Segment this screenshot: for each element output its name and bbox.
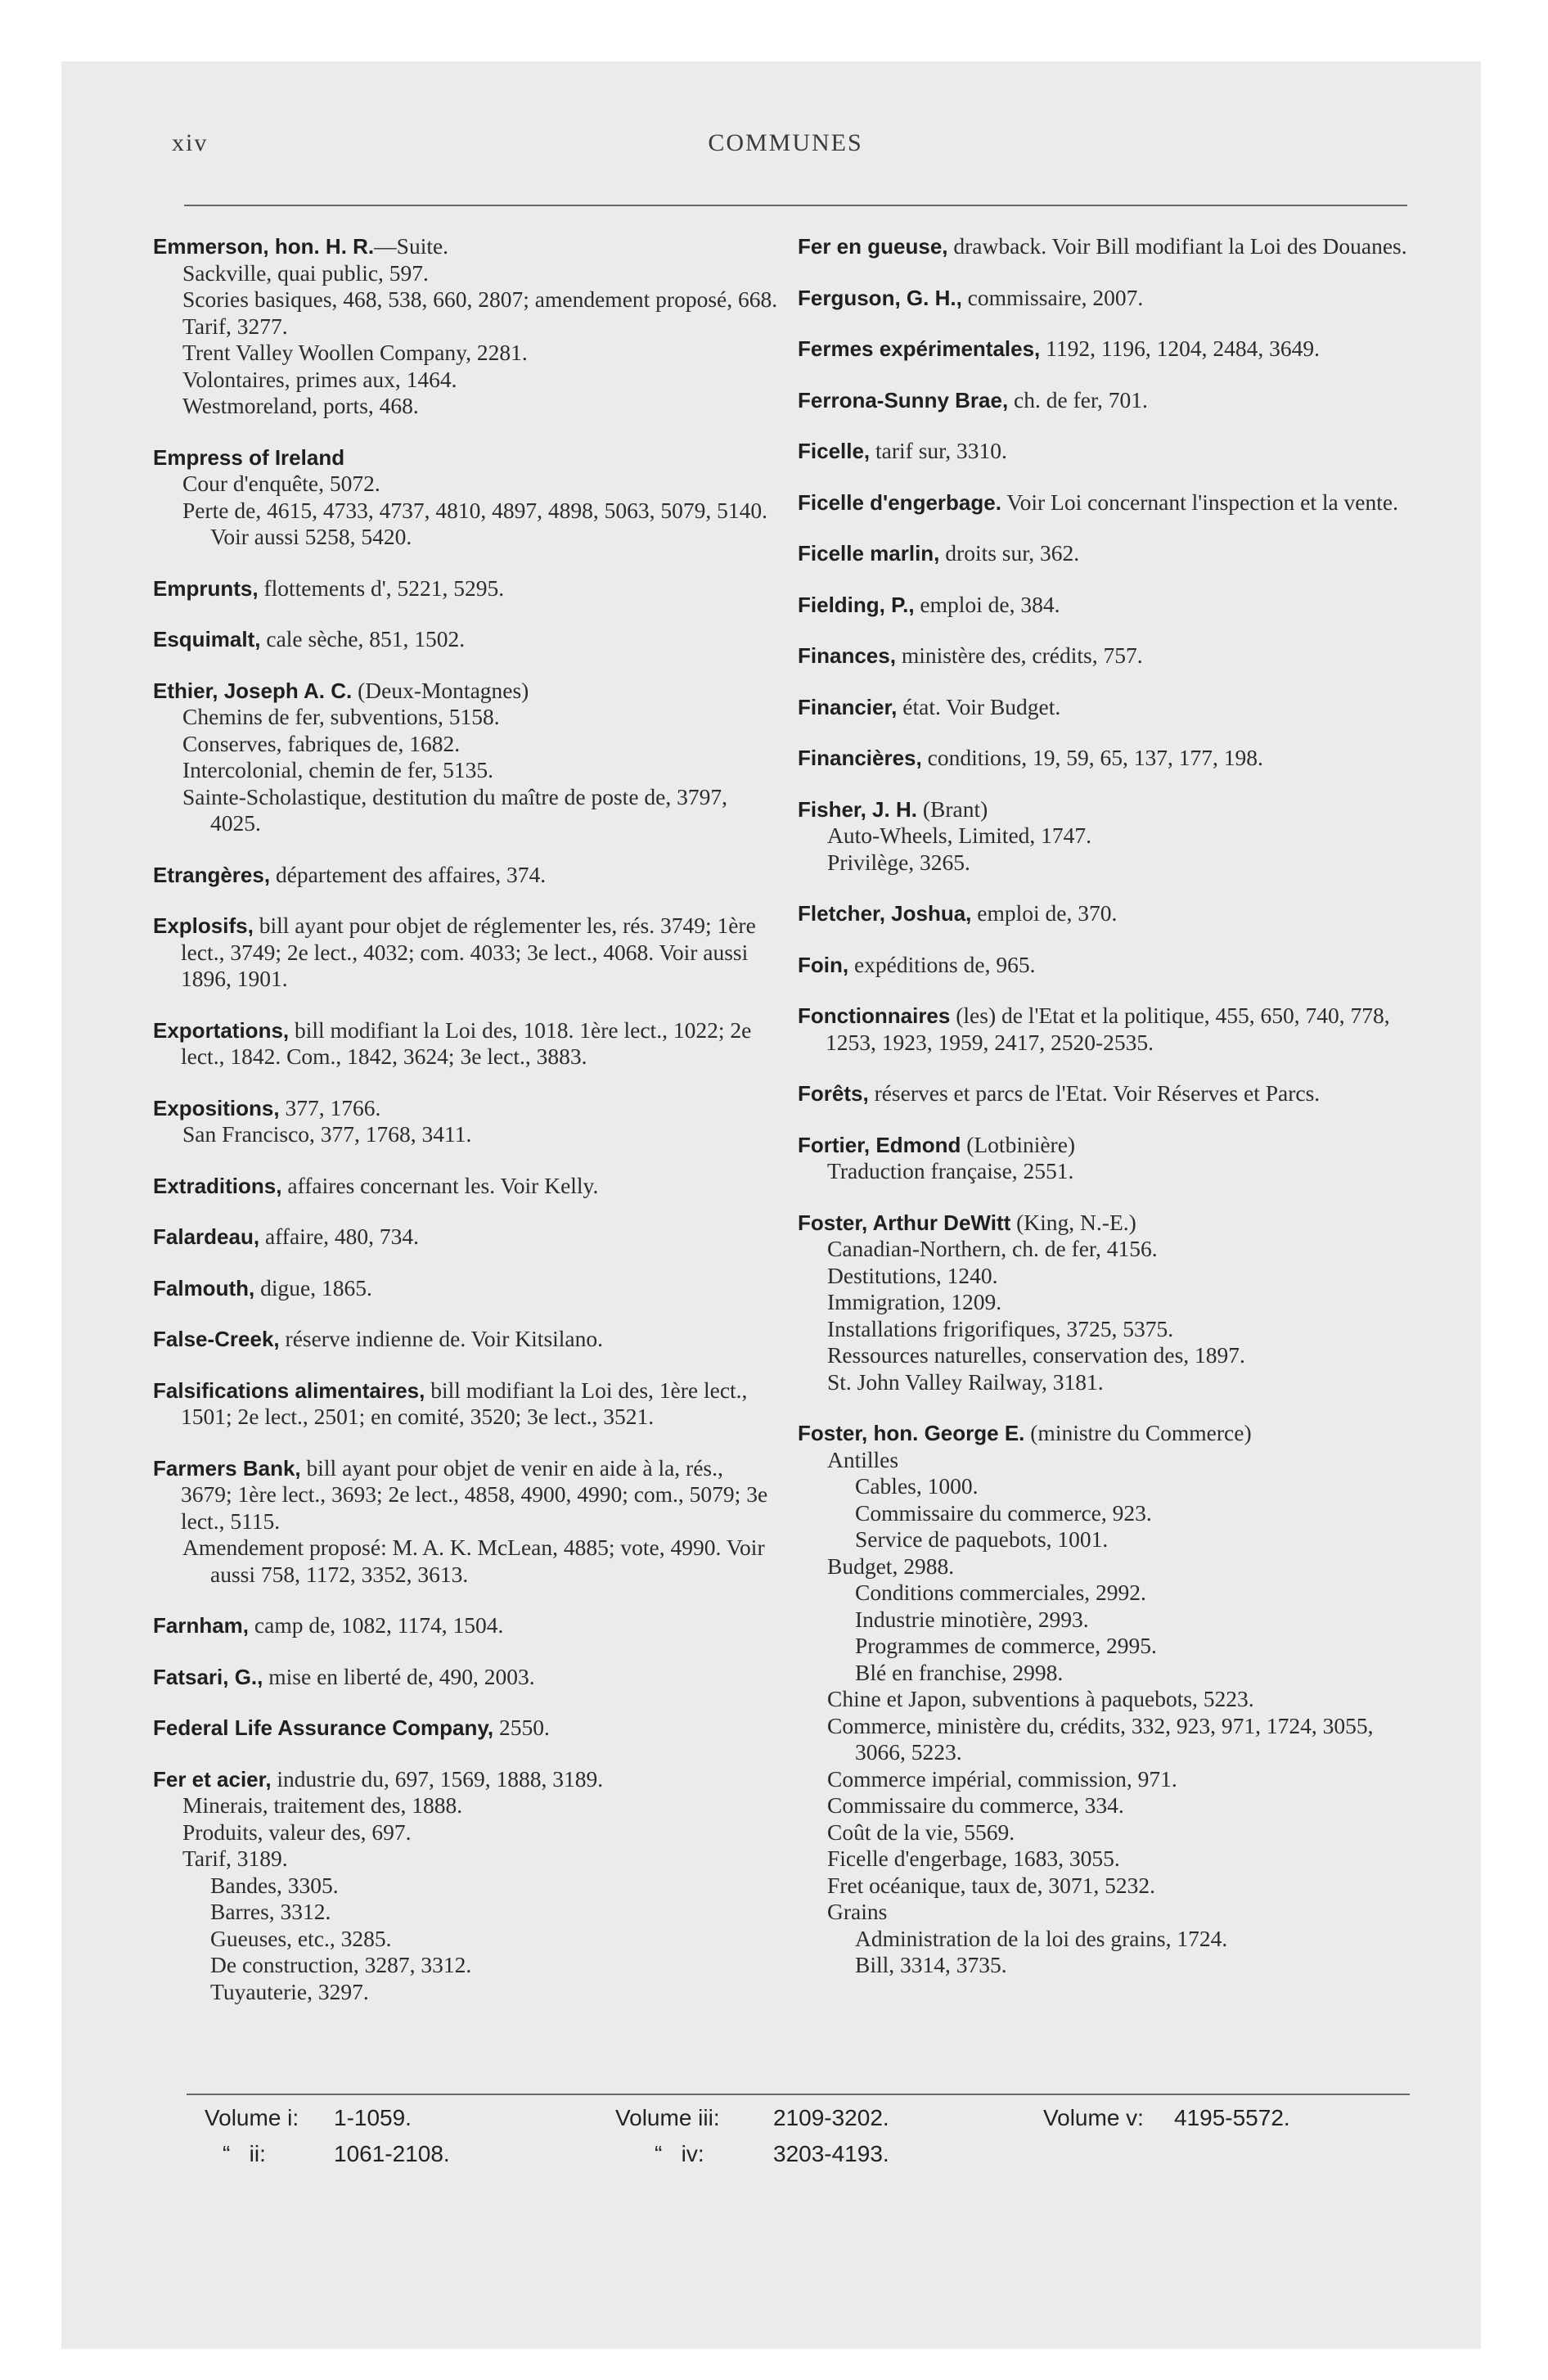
sub-entry: Bandes, 3305. <box>210 1872 339 1898</box>
index-entry-line <box>798 489 1424 516</box>
entry-text: tarif sur, 3310. <box>870 438 1007 463</box>
entry-heading: Ethier, Joseph A. C. <box>153 678 353 703</box>
sub-entry: Commerce impérial, commission, 971. <box>827 1765 1177 1792</box>
entry-heading: Ficelle d'engerbage. <box>798 489 1001 515</box>
entry-heading: Fer et acier, <box>153 1766 272 1792</box>
index-entry-line <box>798 285 1424 312</box>
entry-spacer <box>153 1588 779 1612</box>
index-entry <box>153 678 779 862</box>
entry-heading: Fletcher, Joshua, <box>798 901 972 926</box>
entry-text: cale sèche, 851, 1502. <box>260 626 466 651</box>
sub-entry: Coût de la vie, 5569. <box>827 1819 1015 1845</box>
volume-5-range: 4195-5572. <box>1174 2105 1290 2130</box>
sub-entry: Commissaire du commerce, 923. <box>855 1499 1152 1526</box>
volume-1-range: 1-1059. <box>334 2105 412 2130</box>
index-entry <box>798 438 1424 465</box>
index-entry <box>153 1224 779 1251</box>
index-entry <box>798 1003 1424 1056</box>
sub-entry: Chine et Japon, subventions à paquebots, 5223. <box>827 1686 1254 1711</box>
entry-heading: Fisher, J. H. <box>798 796 917 822</box>
entry-text: réserves et parcs de l'Etat. Voir Réserves et Parcs. <box>868 1080 1321 1106</box>
entry-heading: Foin, <box>798 952 849 977</box>
entry-text: drawback. Voir Bill modifiant la Loi des Douanes. <box>947 233 1407 259</box>
index-entry-line <box>153 1612 779 1639</box>
volume-4-range: 3203-4193. <box>773 2141 889 2166</box>
entry-text: 377, 1766. <box>279 1094 381 1120</box>
index-entry-line <box>153 1455 779 1535</box>
sub-entry: Westmoreland, ports, 468. <box>182 393 419 418</box>
sub-entry: Barres, 3312. <box>210 1899 331 1924</box>
entry-text: emploi de, 370. <box>971 900 1118 926</box>
entry-heading: Ferguson, G. H., <box>798 285 962 310</box>
entry-spacer <box>153 2005 779 2030</box>
entry-text: ch. de fer, 701. <box>1008 386 1148 412</box>
entry-text: mise en liberté de, 490, 2003. <box>263 1663 535 1689</box>
sub-entry: Bill, 3314, 3735. <box>855 1952 1007 1977</box>
entry-heading: Fielding, P., <box>798 592 915 617</box>
index-entry <box>798 233 1424 260</box>
entry-spacer <box>153 1148 779 1173</box>
entry-text: Voir Loi concernant l'inspection et la vente. <box>1001 489 1398 515</box>
entry-text: bill modifiant la Loi des, 1018. 1ère lect., 1022; 2e lect., 1842. Com., 1842, 3624; 3e lect., 3883. <box>181 1016 752 1069</box>
sub-entry: Traduction française, 2551. <box>827 1158 1074 1183</box>
sub-entry: Gueuses, etc., 3285. <box>210 1925 392 1951</box>
index-entry <box>798 952 1424 979</box>
sub-entry: Scories basiques, 468, 538, 660, 2807; amendement proposé, 668. <box>182 286 778 312</box>
entry-heading: Farmers Bank, <box>153 1455 301 1481</box>
entry-text: état. Voir Budget. <box>897 693 1061 719</box>
index-entry <box>798 796 1424 901</box>
index-entry <box>798 540 1424 567</box>
index-entry <box>153 1326 779 1353</box>
sub-entry: Volontaires, primes aux, 1464. <box>182 366 457 392</box>
entry-text: affaire, 480, 734. <box>259 1224 420 1249</box>
entry-spacer <box>798 1185 1424 1210</box>
entry-heading: Esquimalt, <box>153 627 261 651</box>
entry-heading: Explosifs, <box>153 913 254 938</box>
page-number: xiv <box>172 129 209 156</box>
entry-heading: Federal Life Assurance Company, <box>153 1715 494 1740</box>
entry-text: droits sur, 362. <box>939 540 1080 566</box>
index-entry <box>798 1132 1424 1210</box>
entry-text: affaires concernant les. Voir Kelly. <box>281 1172 599 1198</box>
entry-spacer <box>798 1395 1424 1420</box>
entry-text: commissaire, 2007. <box>961 284 1144 310</box>
sub-entry: Tuyauterie, 3297. <box>210 1978 369 2004</box>
entry-heading: Falmouth, <box>153 1275 255 1300</box>
sub-entry: Trent Valley Woollen Company, 2281. <box>182 340 528 365</box>
index-entry <box>153 1766 779 2031</box>
index-entry-line <box>153 1095 779 1122</box>
sub-entry: Ressources naturelles, conservation des, 1897. <box>827 1342 1245 1368</box>
index-entry <box>153 1173 779 1200</box>
volume-3-label: Volume iii: <box>615 2105 720 2130</box>
sub-entry: St. John Valley Railway, 3181. <box>827 1368 1104 1395</box>
sub-entry: Chemins de fer, subventions, 5158. <box>182 704 500 729</box>
index-entry-line <box>798 952 1424 979</box>
entry-heading: Ficelle, <box>798 439 871 463</box>
index-entry <box>798 387 1424 414</box>
index-entry <box>798 1210 1424 1421</box>
entry-heading: Falardeau, <box>153 1224 260 1249</box>
index-entry <box>153 913 779 993</box>
sub-entry: De construction, 3287, 3312. <box>210 1952 472 1977</box>
sub-entry: Commerce, ministère du, crédits, 332, 923, 971, 1724, 3055, 3066, 5223. <box>827 1712 1374 1765</box>
sub-entry: Conserves, fabriques de, 1682. <box>182 730 461 756</box>
entry-heading: Financier, <box>798 694 898 719</box>
sub-entry: Cour d'enquête, 5072. <box>182 471 380 496</box>
sub-entry: Destitutions, 1240. <box>827 1262 998 1288</box>
index-entry-line <box>798 438 1424 465</box>
index-entry-line <box>153 444 779 471</box>
entry-heading: Fer en gueuse, <box>798 234 948 259</box>
index-entry-line <box>153 1766 779 1793</box>
entry-heading: Fortier, Edmond <box>798 1132 961 1157</box>
index-entry <box>153 575 779 602</box>
entry-heading: Farnham, <box>153 1613 250 1638</box>
sub-entry: Administration de la loi des grains, 1724. <box>855 1925 1228 1951</box>
entry-heading: Expositions, <box>153 1095 280 1120</box>
entry-heading: Empress of Ireland <box>153 444 345 470</box>
index-entry-line <box>153 1173 779 1200</box>
sub-entry: Programmes de commerce, 2995. <box>855 1633 1157 1658</box>
sub-entry: Auto-Wheels, Limited, 1747. <box>827 823 1092 848</box>
entry-text: (les) de l'Etat et la politique, 455, 650, 740, 778, 1253, 1923, 1959, 2417, 2520-2535. <box>826 1003 1390 1055</box>
sub-entry: Intercolonial, chemin de fer, 5135. <box>182 757 493 782</box>
entry-heading: Extraditions, <box>153 1173 282 1198</box>
entry-heading: Falsifications alimentaires, <box>153 1377 425 1403</box>
index-entry-line <box>798 694 1424 721</box>
index-entry-line <box>798 336 1424 363</box>
volume-3-range: 2109-3202. <box>773 2105 889 2130</box>
index-entry-line <box>153 626 779 653</box>
index-entry <box>153 233 779 444</box>
index-entry <box>153 1612 779 1639</box>
index-entry <box>153 1095 779 1173</box>
sub-entry: Canadian-Northern, ch. de fer, 4156. <box>827 1236 1158 1261</box>
sub-entry: Blé en franchise, 2998. <box>855 1659 1064 1685</box>
entry-text: bill ayant pour objet de venir en aide à la, rés., 3679; 1ère lect., 3693; 2e lect., 4858, 4900, 4990; com., 5079; 3e lect., 5115. <box>181 1454 768 1534</box>
index-entry <box>798 336 1424 363</box>
entry-text: conditions, 19, 59, 65, 137, 177, 198. <box>921 745 1263 770</box>
index-entry-line <box>798 387 1424 414</box>
sub-entry: Sainte-Scholastique, destitution du maître de poste de, 3797, 4025. <box>182 783 727 836</box>
entry-text: camp de, 1082, 1174, 1504. <box>249 1612 504 1638</box>
entry-text: digue, 1865. <box>254 1274 372 1300</box>
entry-text: (ministre du Commerce) <box>1024 1420 1252 1445</box>
index-entry-line <box>153 1275 779 1302</box>
entry-text: 1192, 1196, 1204, 2484, 3649. <box>1040 336 1320 361</box>
entry-heading: Forêts, <box>798 1081 869 1106</box>
sub-entry: Minerais, traitement des, 1888. <box>182 1792 463 1818</box>
entry-heading: Fermes expérimentales, <box>798 336 1041 361</box>
entry-heading: Ferrona-Sunny Brae, <box>798 387 1009 412</box>
sub-entry: Immigration, 1209. <box>827 1289 1002 1314</box>
entry-spacer <box>153 420 779 444</box>
sub-entry: Industrie minotière, 2993. <box>855 1606 1089 1632</box>
index-entry-line <box>798 1003 1424 1056</box>
index-entry <box>798 489 1424 516</box>
volume-2-range: 1061-2108. <box>334 2141 450 2166</box>
index-entry-line <box>798 745 1424 772</box>
entry-heading: Financières, <box>798 746 922 770</box>
entry-heading: Exportations, <box>153 1017 290 1043</box>
header-rule <box>184 205 1407 206</box>
sub-entry: Grains <box>827 1899 888 1924</box>
entry-heading: Finances, <box>798 643 896 668</box>
entry-text: expéditions de, 965. <box>848 951 1036 977</box>
index-entry <box>798 592 1424 619</box>
volume-4-label: “ iv: <box>655 2141 704 2166</box>
entry-text: (King, N.-E.) <box>1010 1209 1136 1235</box>
entry-spacer <box>153 837 779 862</box>
sub-entry: Privilège, 3265. <box>827 849 970 875</box>
entry-text: bill ayant pour objet de réglementer les, rés. 3749; 1ère lect., 3749; 2e lect., 4032; com. 4033; 3e lect., 4068. Voir aussi 1896, 1901. <box>181 913 756 991</box>
sub-entry: Budget, 2988. <box>827 1553 955 1579</box>
index-entry-line <box>798 1210 1424 1237</box>
index-entry <box>153 1377 779 1431</box>
index-entry <box>798 694 1424 721</box>
entry-text: (Deux-Montagnes) <box>352 677 529 703</box>
entry-text: emploi de, 384. <box>914 591 1060 617</box>
index-entry-line <box>798 1080 1424 1107</box>
footer-rule <box>187 2094 1410 2095</box>
index-entry-line <box>153 1377 779 1431</box>
entry-text: (Brant) <box>916 796 988 822</box>
entry-heading: Fonctionnaires <box>798 1003 951 1028</box>
entry-spacer <box>153 551 779 575</box>
entry-spacer <box>798 876 1424 900</box>
sub-entry: San Francisco, 377, 1768, 3411. <box>182 1121 472 1147</box>
right-column <box>798 233 1424 2004</box>
page-header <box>164 129 1407 170</box>
sub-entry: Tarif, 3189. <box>182 1846 288 1871</box>
index-entry-line <box>153 862 779 889</box>
index-entry-line <box>153 1715 779 1742</box>
index-entry-line <box>153 575 779 602</box>
entry-text: département des affaires, 374. <box>270 861 547 887</box>
index-entry <box>153 626 779 653</box>
index-entry <box>153 1664 779 1691</box>
index-entry <box>153 444 779 575</box>
index-entry-line <box>798 592 1424 619</box>
entry-heading: Ficelle marlin, <box>798 541 940 566</box>
sub-entry: Amendement proposé: M. A. K. McLean, 4885; vote, 4990. Voir aussi 758, 1172, 3352, 3613. <box>182 1535 765 1587</box>
index-entry-line <box>798 1420 1424 1447</box>
index-entry <box>153 1275 779 1302</box>
entry-spacer <box>798 1979 1424 2004</box>
index-entry <box>153 1455 779 1613</box>
entry-text: industrie du, 697, 1569, 1888, 3189. <box>271 1765 604 1792</box>
index-entry <box>153 862 779 889</box>
entry-text: flottements d', 5221, 5295. <box>258 575 505 601</box>
index-entry <box>153 1715 779 1742</box>
index-entry-line <box>153 1224 779 1251</box>
index-entry-line <box>153 1017 779 1071</box>
index-entry <box>798 745 1424 772</box>
index-entry <box>798 642 1424 669</box>
entry-heading: Foster, Arthur DeWitt <box>798 1210 1011 1235</box>
index-entry-line <box>798 642 1424 669</box>
sub-entry: Service de paquebots, 1001. <box>855 1526 1109 1552</box>
volume-5-label: Volume v: <box>1043 2105 1144 2130</box>
entry-text: —Suite. <box>374 233 449 259</box>
index-entry-line <box>798 900 1424 927</box>
index-entry <box>153 1017 779 1071</box>
index-entry <box>798 1420 1424 2004</box>
sub-entry: Sackville, quai public, 597. <box>182 259 429 286</box>
sub-entry: Cables, 1000. <box>855 1473 979 1499</box>
volume-1-label: Volume i: <box>205 2105 299 2130</box>
index-entry-line <box>153 233 779 260</box>
entry-heading: Fatsari, G., <box>153 1664 263 1689</box>
entry-text: bill modifiant la Loi des, 1ère lect., 1501; 2e lect., 2501; en comité, 3520; 3e lect., 3521. <box>181 1377 748 1429</box>
volume-2-label: “ ii: <box>223 2141 266 2166</box>
index-entry-line <box>798 233 1424 260</box>
index-entry <box>798 900 1424 927</box>
sub-entry: Commissaire du commerce, 334. <box>827 1792 1124 1818</box>
sub-entry: Fret océanique, taux de, 3071, 5232. <box>827 1872 1155 1898</box>
entry-heading: False-Creek, <box>153 1327 280 1351</box>
running-head: COMMUNES <box>708 129 863 156</box>
entry-text: ministère des, crédits, 757. <box>895 642 1143 668</box>
entry-heading: Emmerson, hon. H. R. <box>153 234 375 259</box>
sub-entry: Antilles <box>827 1446 899 1472</box>
index-entry-line <box>798 1132 1424 1159</box>
index-entry-line <box>153 1326 779 1353</box>
index-entry-line <box>153 1664 779 1691</box>
sub-entry: Perte de, 4615, 4733, 4737, 4810, 4897, 4898, 5063, 5079, 5140. Voir aussi 5258, 5420. <box>182 497 767 549</box>
index-entry-line <box>798 796 1424 823</box>
entry-heading: Emprunts, <box>153 575 259 601</box>
sub-entry: Installations frigorifiques, 3725, 5375. <box>827 1315 1174 1341</box>
sub-entry: Tarif, 3277. <box>182 313 288 339</box>
entry-heading: Foster, hon. George E. <box>798 1421 1025 1445</box>
index-entry-line <box>153 678 779 705</box>
sub-entry: Produits, valeur des, 697. <box>182 1819 412 1845</box>
entry-text: réserve indienne de. Voir Kitsilano. <box>279 1326 604 1351</box>
index-entry-line <box>798 540 1424 567</box>
left-column <box>153 233 779 2030</box>
entry-heading: Etrangères, <box>153 862 271 887</box>
entry-text: (Lotbinière) <box>961 1131 1076 1157</box>
sub-entry: Conditions commerciales, 2992. <box>855 1580 1146 1605</box>
index-entry <box>798 285 1424 312</box>
sub-entry: Ficelle d'engerbage, 1683, 3055. <box>827 1846 1120 1871</box>
entry-text: 2550. <box>493 1715 550 1740</box>
volume-index-footer <box>0 2105 1548 2179</box>
index-entry-line <box>153 913 779 993</box>
index-entry <box>798 1080 1424 1107</box>
